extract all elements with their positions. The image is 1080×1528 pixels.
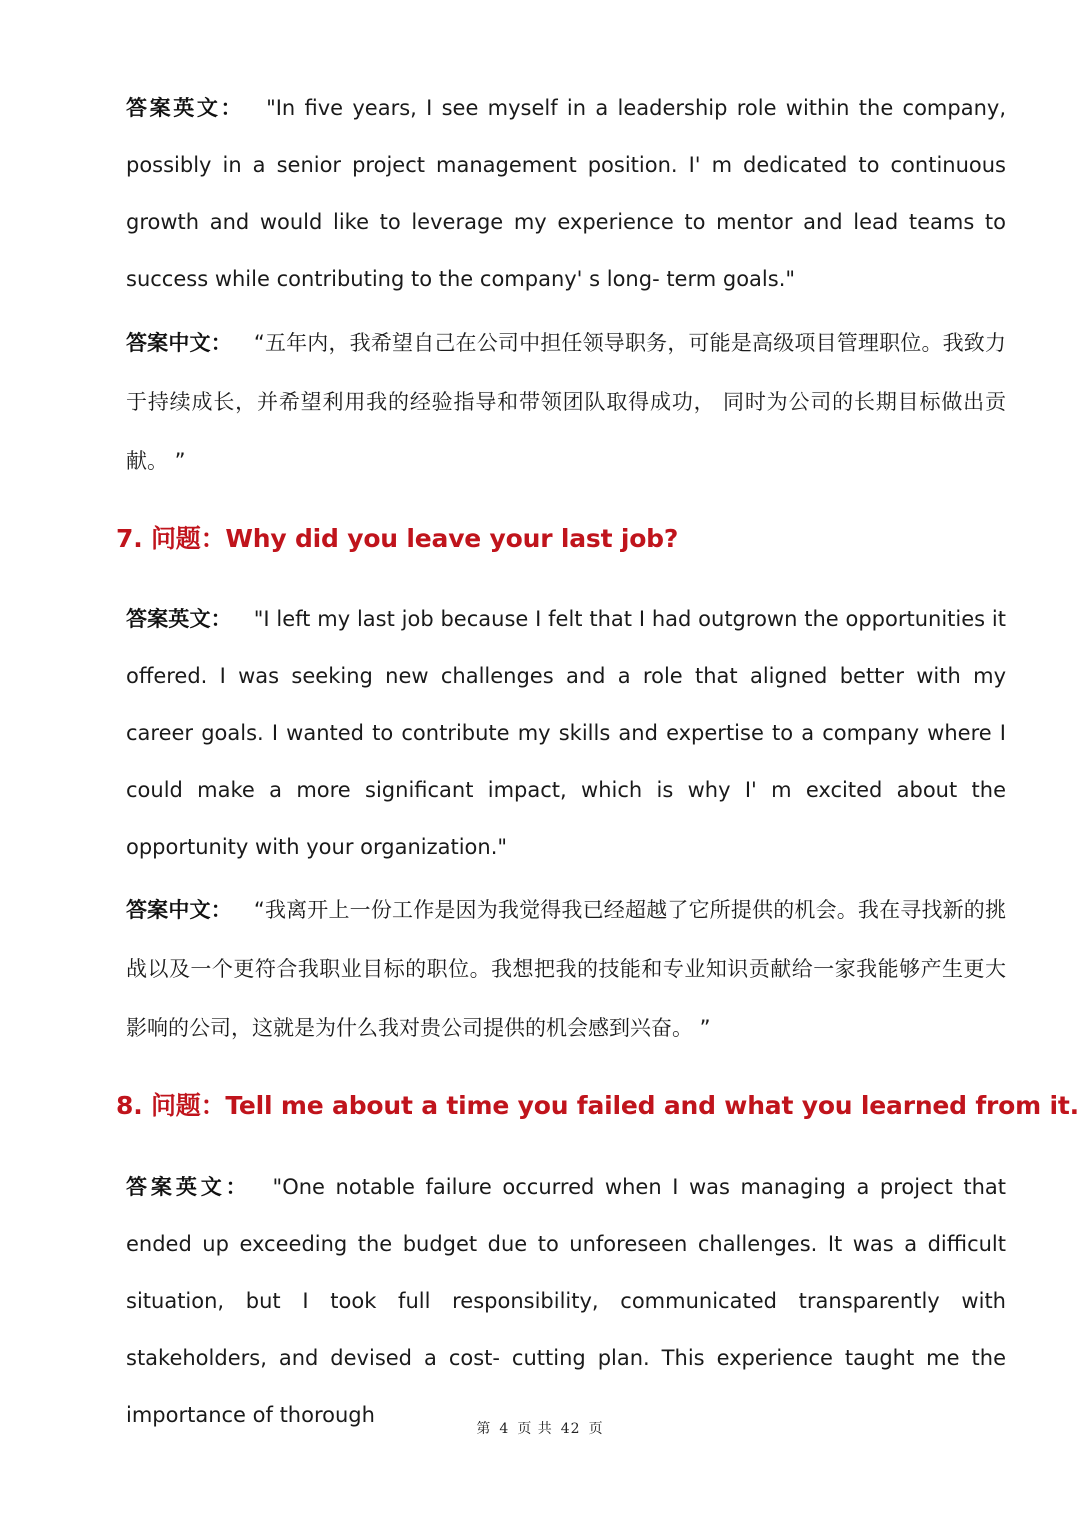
answer-zh-text: “我离开上一份工作是因为我觉得我已经超越了它所提供的机会。我在寻找新的挑战以及一个更符合我职业目标的职位。我想把我的技能和专业知识贡献给一家我能够产生更大影响的公司，这就是为什么我对贵公司提供的机会感到兴奋。 ”	[126, 898, 1006, 1040]
answer-en-text: "I left my last job because I felt that I had outgrown the opportunities it offered. I was seeking new challenges and a role that aligned better with my career goals. I wanted to contribute my skills and expertise to a company where I could make a more significant impact, which is why I' m excited about the opportunity with your organization."	[126, 607, 1007, 859]
answer-en-paragraph	[126, 591, 1006, 876]
page-number: 4	[499, 1421, 510, 1437]
total-pages: 42	[560, 1421, 581, 1437]
question-7-heading: 7. 问题：Why did you leave your last job?	[116, 524, 679, 553]
footer-suffix: 页	[588, 1421, 604, 1437]
answer-zh-paragraph	[126, 881, 1006, 1058]
answer-en-text: "One notable failure occurred when I was managing a project that ended up exceeding the budget due to unforeseen challenges. It was a difficult situation, but I took full responsibility, communicated transparently with stakeholders, and devised a cost- cutting plan. This experience taught me the importance of thorough	[126, 1175, 1007, 1427]
answer-zh-text: “五年内，我希望自己在公司中担任领导职务，可能是高级项目管理职位。我致力于持续成长，并希望利用我的经验指导和带领团队取得成功， 同时为公司的长期目标做出贡献。 ”	[126, 331, 1006, 473]
answer-en-label: 答案英文：	[126, 607, 232, 631]
answer-en-label: 答案英文：	[126, 1175, 251, 1199]
answer-en-paragraph	[126, 1159, 1006, 1444]
answer-zh-paragraph	[126, 314, 1006, 491]
page-footer	[0, 1418, 1080, 1438]
answer-en-label: 答案英文：	[126, 96, 245, 120]
footer-prefix: 第	[476, 1421, 492, 1437]
footer-middle: 页 共	[517, 1421, 553, 1437]
answer-en-text: "In five years, I see myself in a leadership role within the company, possibly in a senior project management position. I' m dedicated to continuous growth and would like to leverage my experience to mentor and lead teams to success while contributing to the company' s long- term goals."	[126, 96, 1006, 291]
answer-en-paragraph	[126, 80, 1006, 308]
answer-zh-label: 答案中文：	[126, 331, 232, 355]
question-8-heading: 8. 问题：Tell me about a time you failed and what you learned from it.	[116, 1091, 1079, 1120]
answer-zh-label: 答案中文：	[126, 898, 232, 922]
